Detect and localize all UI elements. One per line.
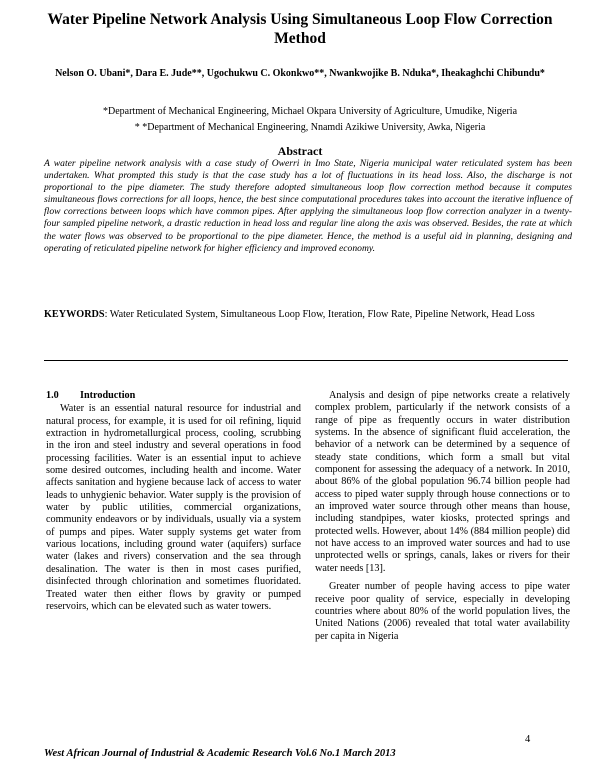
body-paragraph: Analysis and design of pipe networks create a relatively complex problem, particularly if the network consists of a range of pipe as frequently occurs in water distribution systems. In the absence of significant fluid acceleration, the behavior of a network can be determined by a sequence of steady state conditions, which form a small but vital component for assessing the adequacy of a network. In 2010, about 86% of the global population 96.74 billion people had access to piped water supply through house connections or to an improved water source through other means than house, including standpipes, water kiosks, protected springs and protected wells. However, about 14% (884 million people) did not have access to an improved water sources and had to use unprotected wells or springs, canals, lakes or rivers for their water needs [13]. [315,390,570,574]
section-heading [46,390,301,402]
affiliation-1: *Department of Mechanical Engineering, Michael Okpara University of Agriculture, Umudike, Nigeria [102,106,518,117]
right-column [315,390,570,643]
left-column [46,390,301,613]
author-list: Nelson O. Ubani*, Dara E. Jude**, Ugochukwu C. Okonkwo**, Nwankwojike B. Nduka*, Iheakaghchi Chibundu* [55,68,545,79]
page-number: 4 [525,734,531,745]
section-divider [44,360,568,361]
keywords [44,308,572,321]
keywords-list: : Water Reticulated System, Simultaneous Loop Flow, Iteration, Flow Rate, Pipeline Network, Head Loss [104,309,535,320]
section-title: Introduction [80,390,136,401]
journal-footer: West African Journal of Industrial & Academic Research Vol.6 No.1 March 2013 [44,748,396,759]
abstract-text: A water pipeline network analysis with a case study of Owerri in Imo State, Nigeria municipal water reticulated system has been undertaken. What prompted this study is that the case study has a lot of fluctuations in its head loss. Also, the discharge is not proportional to the pipe diameter. The study therefore adopted simultaneous loop flow correction method because it computes simultaneous flows corrections for all loops, hence, the best since computational procedures takes into account the iterative influence of flow corrections between loops which have common pipes. After applying the simultaneous loop flow correction analyzer in a twenty-four sampled pipeline network, a drastic reduction in head loss and regular line along the axis was observed. Besides, the rate at which the water flows was observed to be proportional to the pipe diameter. Hence, the method is a useful aid in planning, designing and operating of reticulated pipeline network for higher efficiency and improved economy. [44,158,572,254]
section-number: 1.0 [46,390,59,401]
paper-title: Water Pipeline Network Analysis Using Simultaneous Loop Flow Correction Method [47,11,553,47]
keywords-label: KEYWORDS [44,309,105,320]
body-paragraph: Water is an essential natural resource for industrial and natural process, for example, it is used for oil refining, liquid extraction in hydrometallurgical process, cooling, scrubbing in the iron and steel industry and several operations in food processing facilities. Water is an essential input to achieve some desired outcomes, including health and income. Water affects sanitation and hygiene because lack of access to water leads to unhygienic behavior. Water supply is the provision of water by public utilities, commercial organizations, community endeavors or by individuals, usually via a system of pumps and pipes. Water supply systems get water from various locations, including ground water (aquifers) surface water (lakes and rivers) conservation and the sea through desalination. The water is then in most cases purified, disinfected through chlorination and sometimes fluoridated. Treated water then either flows by gravity or pumped reservoirs, which can be elevated such as water towers. [46,403,301,612]
body-paragraph: Greater number of people having access to pipe water receive poor quality of service, especially in developing countries where about 80% of the world population lives, the United Nations (2006) revealed that total water availability per capita in Nigeria [315,581,570,642]
abstract-heading: Abstract [277,144,323,158]
affiliation-2: * *Department of Mechanical Engineering, Nnamdi Azikiwe University, Awka, Nigeria [134,122,486,133]
